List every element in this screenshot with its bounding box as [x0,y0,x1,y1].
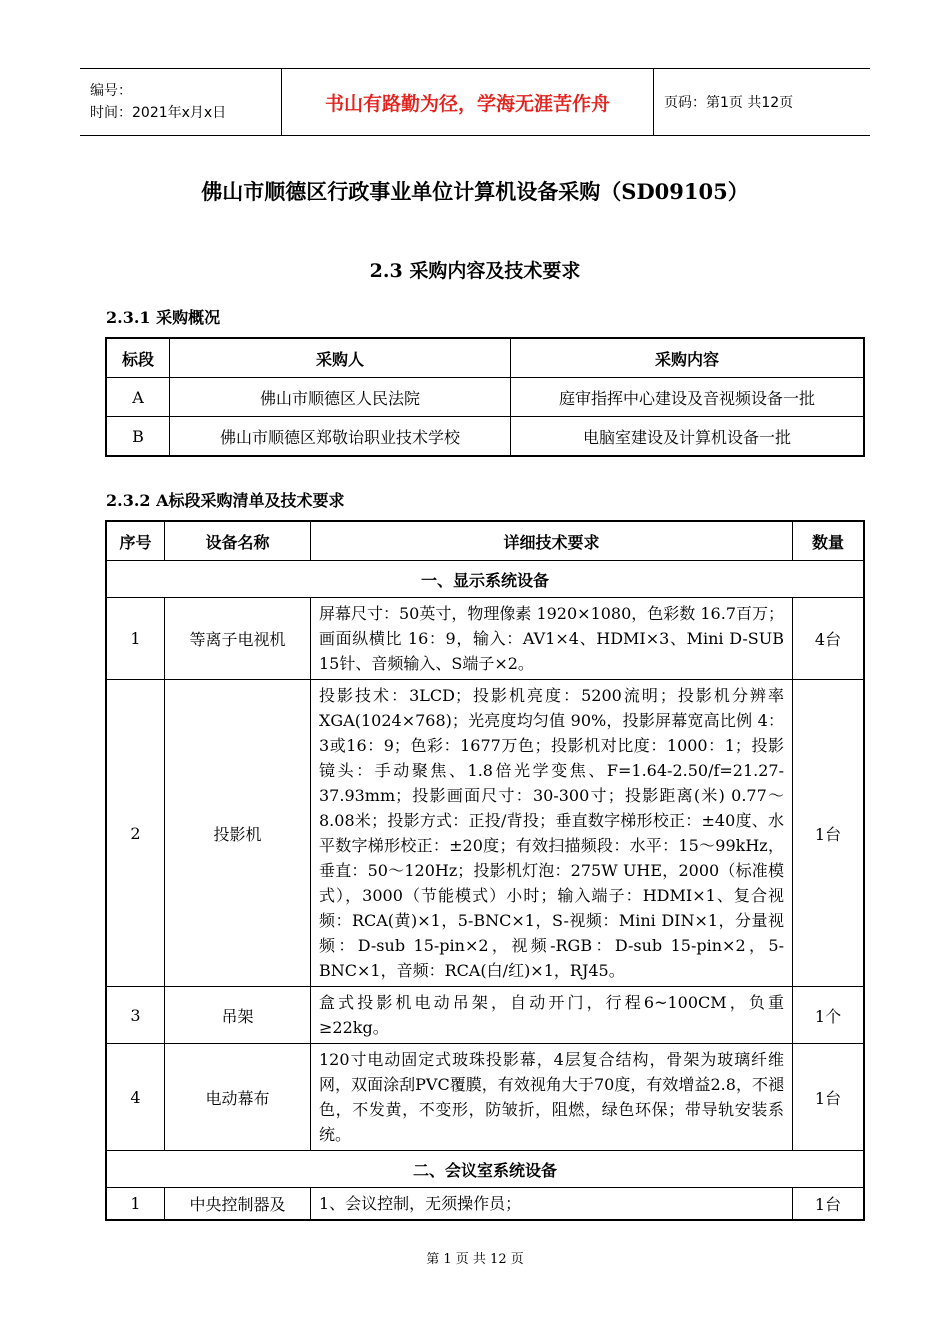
table-row [106,680,864,987]
group-row [106,561,864,598]
table-row [106,417,864,457]
col-header: 设备名称 [165,521,311,561]
table-cell: 佛山市顺德区人民法院 [170,378,511,417]
equipment-requirement: 盒式投影机电动吊架，自动开门，行程6~100CM，负重≥22kg。 [311,987,793,1044]
table-cell: 电脑室建设及计算机设备一批 [511,417,865,457]
table-cell: B [106,417,170,457]
list-title: 2.3.2 A标段采购清单及技术要求 [106,491,345,510]
table-cell: 庭审指挥中心建设及音视频设备一批 [511,378,865,417]
table-row [106,1044,864,1151]
document-title: 佛山市顺德区行政事业单位计算机设备采购（SD09105） [201,179,749,204]
table-cell: A [106,378,170,417]
page-header [80,68,870,136]
col-header: 采购人 [170,338,511,378]
table-row [106,987,864,1044]
header-meta [80,69,282,135]
table-cell: 佛山市顺德区郑敬诒职业技术学校 [170,417,511,457]
col-header: 序号 [106,521,165,561]
group-label: 一、显示系统设备 [106,561,864,598]
equipment-requirement: 120寸电动固定式玻珠投影幕，4层复合结构，骨架为玻璃纤维网，双面涂刮PVC覆膜，有效视角大于70度，有效增益2.8，不褪色，不发黄，不变形，防皱折，阻燃，绿色环保；带导轨安装系统。 [311,1044,793,1151]
equipment-requirement: 屏幕尺寸：50英寸，物理像素 1920×1080，色彩数 16.7百万；画面纵横比 16：9，输入：AV1×4、HDMI×3、Mini D-SUB 15针、音频输入、S端子×2。 [311,598,793,680]
col-header: 采购内容 [511,338,865,378]
equipment-name: 等离子电视机 [165,598,311,680]
equipment-name: 吊架 [165,987,311,1044]
table-header-row [106,338,864,378]
col-header: 数量 [793,521,865,561]
equipment-table [105,520,865,1221]
row-number: 1 [106,598,165,680]
group-row [106,1151,864,1188]
overview-title: 2.3.1 采购概况 [106,308,221,327]
equipment-name: 电动幕布 [165,1044,311,1151]
header-motto: 书山有路勤为径，学海无涯苦作舟 [282,69,654,135]
equipment-quantity: 1台 [793,680,865,987]
table-header-row [106,521,864,561]
page-footer: 第 1 页 共 12 页 [426,1252,524,1267]
equipment-requirement: 1、会议控制，无须操作员； [311,1188,793,1221]
table-row [106,378,864,417]
section-title: 2.3 采购内容及技术要求 [369,260,581,282]
group-label: 二、会议室系统设备 [106,1151,864,1188]
equipment-name: 中央控制器及 [165,1188,311,1221]
equipment-quantity: 1台 [793,1044,865,1151]
equipment-name: 投影机 [165,680,311,987]
col-header: 标段 [106,338,170,378]
equipment-quantity: 1台 [793,1188,865,1221]
row-number: 1 [106,1188,165,1221]
equipment-requirement: 投影技术：3LCD；投影机亮度：5200流明；投影机分辨率 XGA(1024×768)；光亮度均匀值 90%，投影屏幕宽高比例 4：3或16：9；色彩：1677万色；投影机对比度：1000：1；投影镜头：手动聚焦、1.8倍光学变焦、F=1.64-2.50/f=21.27-37.93mm；投影画面尺寸：30-300寸；投影距离(米) 0.77～8.08米；投影方式：正投/背投；垂直数字梯形校正：±40度、水平数字梯形校正：±20度；有效扫描频段：水平：15～99kHz，垂直：50～120Hz；投影机灯泡：275W UHE，2000（标准模式），3000（节能模式）小时；输入端子：HDMI×1、复合视频：RCA(黄)×1，5-BNC×1，S-视频：Mini DIN×1，分量视频：D-sub 15-pin×2，视频-RGB：D-sub 15-pin×2，5-BNC×1，音频：RCA(白/红)×1，RJ45。 [311,680,793,987]
time-label: 时间：2021年x月x日 [90,105,227,121]
code-label: 编号： [90,83,132,99]
table-row [106,598,864,680]
row-number: 2 [106,680,165,987]
table-row [106,1188,864,1221]
row-number: 3 [106,987,165,1044]
col-header: 详细技术要求 [311,521,793,561]
header-page-info: 页码：第1页 共12页 [664,95,794,111]
equipment-quantity: 4台 [793,598,865,680]
row-number: 4 [106,1044,165,1151]
equipment-quantity: 1个 [793,987,865,1044]
overview-table [105,337,865,457]
